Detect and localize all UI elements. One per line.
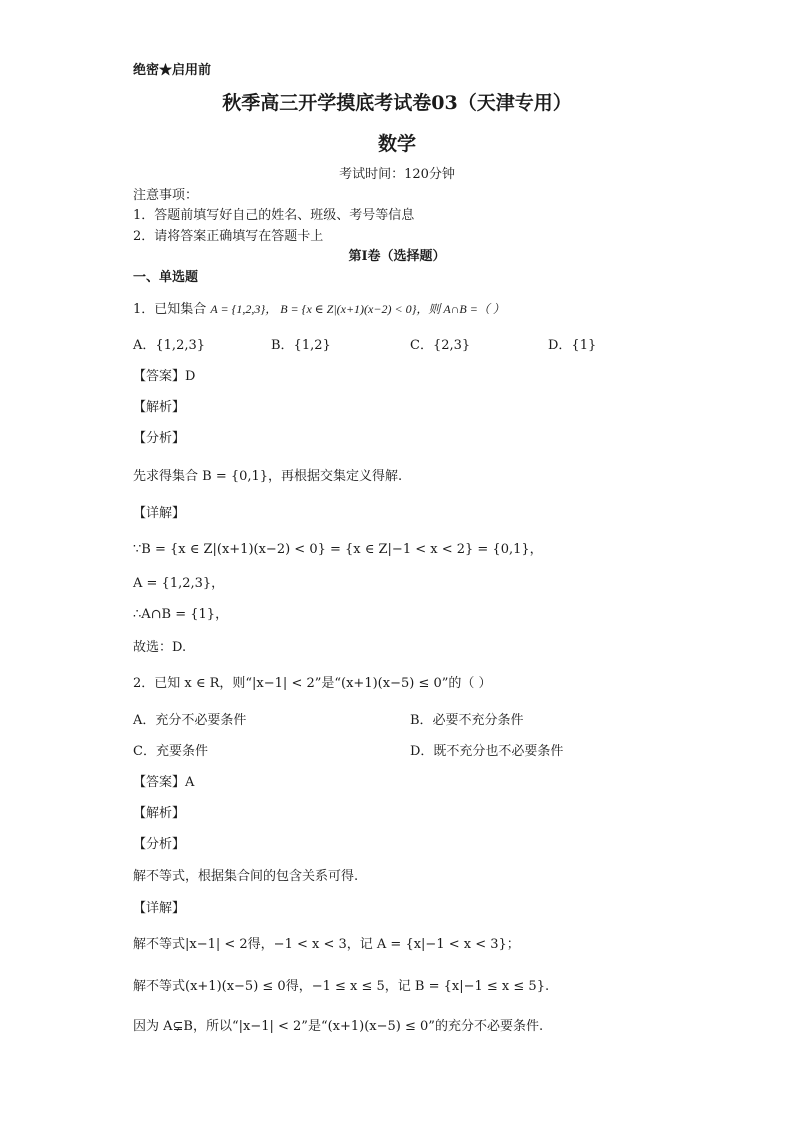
q1-detail-label: 【详解】 (133, 506, 186, 521)
part-title: 第I卷（选择题） (348, 249, 446, 264)
q1-stem-math: A = {1,2,3}， B = {x ∈ Z|(x+1)(x−2) < 0}，则 A∩B =（ ） (210, 302, 505, 316)
q2-detail-3: 因为 A⊊B，所以“|x−1| < 2”是“(x+1)(x−5) ≤ 0”的充分不必要条件. (133, 1019, 544, 1034)
notice-item-2: 2．请将答案正确填写在答题卡上 (133, 229, 324, 244)
q2-option-c: C．充要条件 (133, 744, 208, 759)
q1-fenxi-label: 【分析】 (133, 431, 186, 446)
q2-option-d: D．既不充分也不必要条件 (410, 744, 564, 759)
q2-analysis-label: 【解析】 (133, 806, 186, 821)
q1-detail-1: ∵B = {x ∈ Z|(x+1)(x−2) < 0} = {x ∈ Z|−1 < x < 2} = {0,1}， (133, 542, 543, 557)
section-title: 一、单选题 (133, 270, 199, 285)
q1-option-b: B．{1,2} (271, 338, 331, 353)
exam-time: 考试时间：120分钟 (339, 167, 455, 182)
q1-option-c: C．{2,3} (410, 338, 471, 353)
q1-option-d: D．{1} (548, 338, 597, 353)
q2-detail-2: 解不等式(x+1)(x−5) ≤ 0得，−1 ≤ x ≤ 5，记 B = {x|−1 ≤ x ≤ 5}. (133, 979, 550, 994)
exam-title: 秋季高三开学摸底考试卷03（天津专用） (222, 92, 572, 114)
q1-answer: 【答案】D (133, 369, 196, 384)
q1-option-a: A．{1,2,3} (133, 338, 206, 353)
q2-fenxi-label: 【分析】 (133, 837, 186, 852)
q2-fenxi-text: 解不等式，根据集合间的包含关系可得. (133, 869, 359, 884)
q2-stem: 2．已知 x ∈ R，则“|x−1| < 2”是“(x+1)(x−5) ≤ 0”的（ ） (133, 676, 492, 691)
q2-detail-label: 【详解】 (133, 901, 186, 916)
q1-fenxi-text: 先求得集合 B = {0,1}，再根据交集定义得解. (133, 469, 403, 484)
q2-answer: 【答案】A (133, 775, 195, 790)
q1-detail-4: 故选：D. (133, 640, 187, 655)
q2-option-a: A．充分不必要条件 (133, 713, 247, 728)
q2-detail-1: 解不等式|x−1| < 2得，−1 < x < 3，记 A = {x|−1 < x < 3}； (133, 937, 520, 952)
q1-analysis-label: 【解析】 (133, 400, 186, 415)
secret-mark: 绝密★启用前 (133, 63, 212, 78)
subject-title: 数学 (377, 133, 416, 155)
q2-option-b: B．必要不充分条件 (410, 713, 524, 728)
q1-detail-2: A = {1,2,3}， (133, 576, 225, 591)
notice-item-1: 1．答题前填写好自己的姓名、班级、考号等信息 (133, 208, 415, 223)
q1-detail-3: ∴A∩B = {1}， (133, 607, 229, 622)
q1-stem-prefix: 1．已知集合 (133, 302, 207, 317)
notice-heading: 注意事项： (133, 188, 199, 203)
q1-stem (133, 301, 505, 318)
